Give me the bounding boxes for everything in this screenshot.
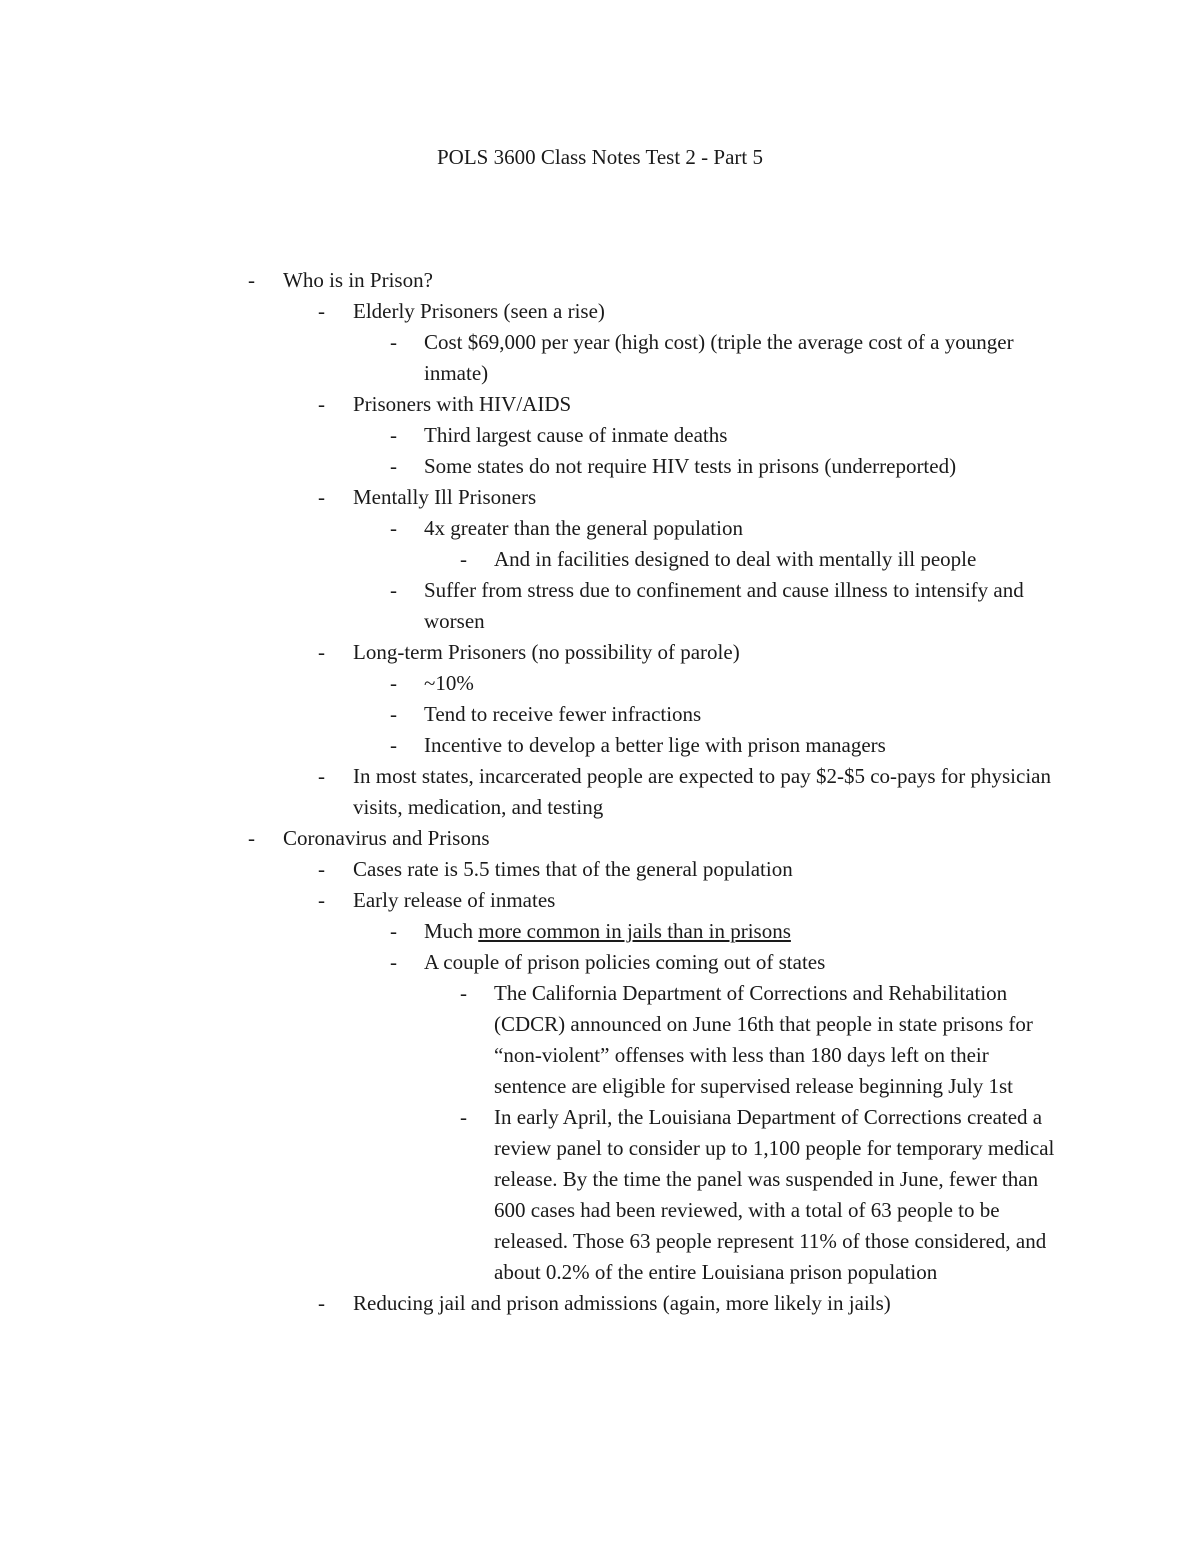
- bullet-dash: -: [318, 857, 325, 881]
- outline-item-text: [494, 978, 1064, 1102]
- bullet-dash: -: [390, 950, 397, 974]
- bullet-dash: -: [318, 888, 325, 912]
- outline-item-level-2: [0, 854, 1200, 885]
- outline-item-label: Mentally Ill Prisoners: [353, 485, 537, 509]
- outline-item-level-1: [0, 823, 1200, 854]
- bullet-dash: -: [318, 299, 325, 323]
- outline-item-level-2: [0, 296, 1200, 327]
- outline-item-label: Tend to receive fewer infractions: [424, 702, 702, 726]
- outline-item-text: [424, 327, 1064, 389]
- outline-item-label: Coronavirus and Prisons: [283, 826, 490, 850]
- outline-item-level-2: [0, 389, 1200, 420]
- outline-item-text: [424, 730, 1064, 761]
- outline-item-level-2: [0, 637, 1200, 668]
- outline-item-label: Elderly Prisoners (seen a rise): [353, 299, 605, 323]
- outline-item-level-2: [0, 761, 1200, 823]
- bullet-dash: -: [390, 516, 397, 540]
- outline-item-label: Third largest cause of inmate deaths: [424, 423, 728, 447]
- outline-item-label: Cost $69,000 per year (high cost) (triple the average cost of a younger inmate): [424, 330, 1014, 385]
- bullet-dash: -: [318, 640, 325, 664]
- outline-item-text: [424, 575, 1064, 637]
- outline-item-level-2: [0, 1288, 1200, 1319]
- outline-item-label: Long-term Prisoners (no possibility of parole): [353, 640, 740, 664]
- outline-item-label: Some states do not require HIV tests in prisons (underreported): [424, 454, 957, 478]
- outline-item-text: [353, 761, 1073, 823]
- outline-item-level-3: [0, 668, 1200, 699]
- bullet-dash: -: [318, 485, 325, 509]
- outline-item-text: [353, 854, 1073, 885]
- outline-item-label: In most states, incarcerated people are expected to pay $2-$5 co-pays for physician visits, medication, and testing: [353, 764, 1051, 819]
- outline-item-text: [424, 513, 1064, 544]
- bullet-dash: -: [460, 1105, 467, 1129]
- outline-item-text: [283, 265, 1083, 296]
- outline-item-text: [353, 389, 1073, 420]
- bullet-dash: -: [390, 671, 397, 695]
- bullet-dash: -: [248, 826, 255, 850]
- outline-item-label: Suffer from stress due to confinement and cause illness to intensify and worsen: [424, 578, 1024, 633]
- outline-item-text: [283, 823, 1083, 854]
- outline-item-label: And in facilities designed to deal with mentally ill people: [494, 547, 977, 571]
- bullet-dash: -: [390, 454, 397, 478]
- outline-item-text: [353, 482, 1073, 513]
- outline-item-text: [353, 296, 1073, 327]
- outline-item-level-3: [0, 420, 1200, 451]
- notes-outline: [0, 265, 1200, 1319]
- outline-item-label: Prisoners with HIV/AIDS: [353, 392, 572, 416]
- outline-item-text: [424, 947, 1064, 978]
- outline-item-text: [353, 885, 1073, 916]
- bullet-dash: -: [390, 702, 397, 726]
- bullet-dash: -: [318, 1291, 325, 1315]
- bullet-dash: -: [390, 423, 397, 447]
- outline-item-label: The California Department of Corrections and Rehabilitation (CDCR) announced on June 16th that people in state prisons for “non-violent” offenses with less than 180 days left on their sentence are eligible for supervised release beginning July 1st: [494, 981, 1033, 1098]
- outline-item-text: [424, 668, 1064, 699]
- bullet-dash: -: [390, 330, 397, 354]
- bullet-dash: -: [318, 392, 325, 416]
- outline-item-level-4: [0, 1102, 1200, 1288]
- outline-item-label: Who is in Prison?: [283, 268, 433, 292]
- outline-item-level-4: [0, 544, 1200, 575]
- outline-item-level-1: [0, 265, 1200, 296]
- outline-item-label: A couple of prison policies coming out of states: [424, 950, 826, 974]
- outline-item-level-3: [0, 575, 1200, 637]
- bullet-dash: -: [390, 578, 397, 602]
- bullet-dash: -: [390, 733, 397, 757]
- outline-item-level-3: [0, 699, 1200, 730]
- outline-item-label: Much: [424, 919, 479, 943]
- outline-item-text: [494, 1102, 1064, 1288]
- outline-item-level-3: [0, 916, 1200, 947]
- outline-item-level-3: [0, 730, 1200, 761]
- outline-item-label: In early April, the Louisiana Department of Corrections created a review panel to consider up to 1,100 people for temporary medical release. By the time the panel was suspended in June, fewer than 600 cases had been reviewed, with a total of 63 people to be released. Those 63 people represent 11% of those considered, and about 0.2% of the entire Louisiana prison population: [494, 1105, 1055, 1284]
- bullet-dash: -: [318, 764, 325, 788]
- outline-item-label: Reducing jail and prison admissions (again, more likely in jails): [353, 1291, 891, 1315]
- bullet-dash: -: [460, 547, 467, 571]
- document-title: POLS 3600 Class Notes Test 2 - Part 5: [437, 145, 763, 169]
- outline-item-label: Cases rate is 5.5 times that of the general population: [353, 857, 793, 881]
- outline-item-text: [424, 916, 1064, 947]
- outline-item-label: Incentive to develop a better lige with prison managers: [424, 733, 886, 757]
- outline-item-text: [494, 544, 1064, 575]
- bullet-dash: -: [460, 981, 467, 1005]
- outline-item-level-3: [0, 451, 1200, 482]
- outline-item-text: [353, 637, 1073, 668]
- outline-item-text: [424, 420, 1064, 451]
- outline-item-level-3: [0, 947, 1200, 978]
- outline-item-level-3: [0, 513, 1200, 544]
- outline-item-level-3: [0, 327, 1200, 389]
- outline-item-label: Early release of inmates: [353, 888, 556, 912]
- underlined-text: more common in jails than in prisons: [478, 919, 791, 943]
- bullet-dash: -: [248, 268, 255, 292]
- outline-item-text: [424, 699, 1064, 730]
- outline-item-label: ~10%: [424, 671, 474, 695]
- outline-item-text: [424, 451, 1064, 482]
- outline-item-text: [353, 1288, 1073, 1319]
- outline-item-level-4: [0, 978, 1200, 1102]
- bullet-dash: -: [390, 919, 397, 943]
- outline-item-level-2: [0, 482, 1200, 513]
- outline-item-label: 4x greater than the general population: [424, 516, 743, 540]
- outline-item-level-2: [0, 885, 1200, 916]
